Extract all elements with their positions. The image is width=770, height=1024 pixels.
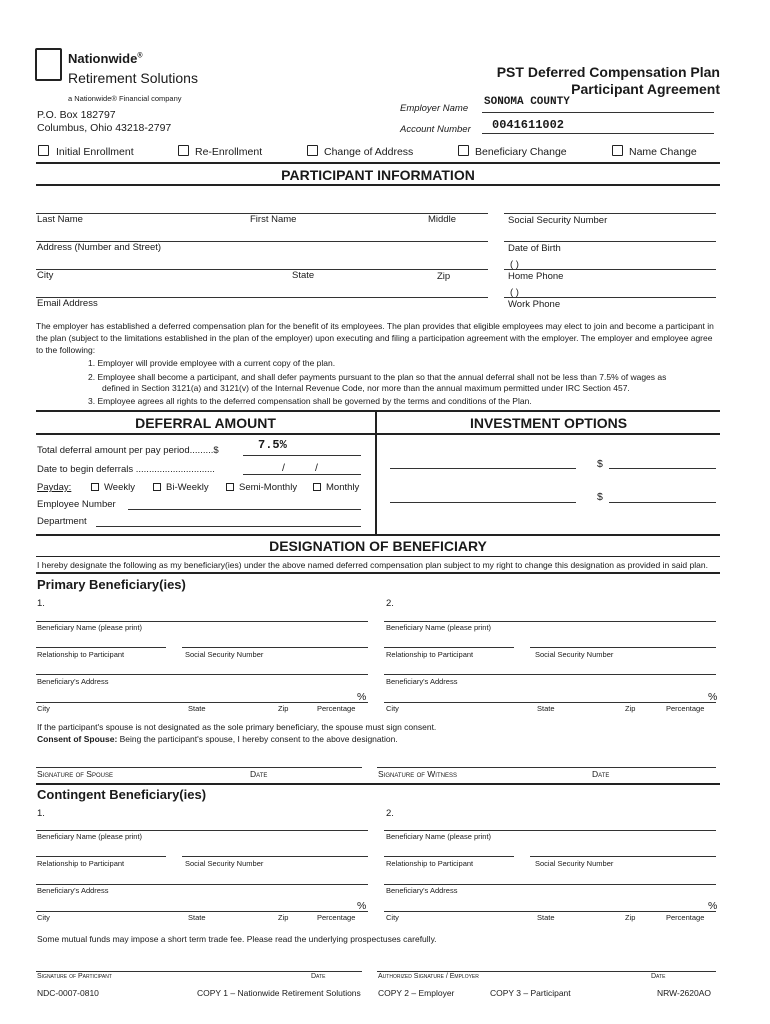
contingent-2-address-label: Beneficiary's Address	[386, 886, 458, 895]
primary-1-zip-label: Zip	[278, 704, 289, 713]
form-id: NDC-0007-0810	[37, 988, 99, 998]
initial-enrollment-checkbox[interactable]	[38, 145, 49, 156]
contingent-1-relationship-label: Relationship to Participant	[37, 859, 125, 868]
weekly-label: Weekly	[104, 482, 135, 493]
city-label: City	[37, 270, 54, 281]
employee-number-label: Employee Number	[37, 499, 116, 510]
contingent-1-percentage-label: Percentage	[317, 913, 356, 922]
work-phone-label: Work Phone	[508, 299, 561, 310]
signature-employer-label: Authorized Signature / Employer	[378, 973, 479, 980]
date-slash-2: /	[315, 462, 318, 474]
signature-spouse-label: Signature of Spouse	[37, 769, 113, 779]
home-phone-paren: ( )	[510, 259, 519, 270]
begin-date-label: Date to begin deferrals ..............................	[37, 464, 215, 475]
form-title-line2: Participant Agreement	[571, 81, 720, 97]
biweekly-label: Bi-Weekly	[166, 482, 209, 493]
ssn-label: Social Security Number	[508, 215, 608, 226]
primary-2-pct: %	[708, 691, 718, 703]
change-address-checkbox[interactable]	[307, 145, 318, 156]
company-tagline: a Nationwide® Financial company	[68, 94, 182, 103]
primary-1-pct: %	[357, 691, 367, 703]
consent-bold: Consent of Spouse:	[37, 734, 118, 744]
contingent-1-zip-label: Zip	[278, 913, 289, 922]
form-title	[440, 64, 720, 98]
agreement-item-3: 3. Employee agrees all rights to the deferred compensation shall be governed by the terms and conditions of the Plan.	[88, 396, 532, 406]
zip-label: Zip	[437, 271, 451, 282]
contingent-2-city-label: City	[386, 913, 399, 922]
signature-participant-label: Signature of Participant	[37, 973, 112, 980]
primary-2-relationship-label: Relationship to Participant	[386, 650, 474, 659]
consent-of-spouse	[37, 734, 398, 744]
department-label: Department	[37, 516, 87, 527]
account-number-label: Account Number	[400, 124, 471, 135]
form-title-line1: PST Deferred Compensation Plan	[496, 64, 720, 80]
payday-label: Payday:	[37, 482, 72, 493]
contingent-1-city-label: City	[37, 913, 50, 922]
beneficiary-change-label: Beneficiary Change	[475, 146, 567, 158]
company-division: Retirement Solutions	[68, 70, 198, 86]
agreement-item-2b: defined in Section 3121(a) and 3121(v) of the Internal Revenue Code, nor more than the annual maximum permitted under IRC Section 457.	[102, 383, 630, 393]
spouse-date-label: Date	[250, 769, 268, 779]
change-address-label: Change of Address	[324, 146, 414, 158]
account-number-value[interactable]: 0041611002	[492, 118, 565, 132]
primary-2-city-label: City	[386, 704, 399, 713]
last-name-label: Last Name	[37, 214, 83, 225]
copy-1-label: COPY 1 – Nationwide Retirement Solutions	[197, 988, 361, 998]
address-label: Address (Number and Street)	[37, 242, 162, 253]
middle-label: Middle	[428, 214, 456, 225]
contingent-1-name-label: Beneficiary Name (please print)	[37, 832, 143, 841]
primary-2-name-label: Beneficiary Name (please print)	[386, 623, 492, 632]
beneficiary-heading: DESIGNATION OF BENEFICIARY	[269, 538, 487, 554]
beneficiary-change-checkbox[interactable]	[458, 145, 469, 156]
contingent-heading: Contingent Beneficiary(ies)	[37, 787, 207, 802]
dob-label: Date of Birth	[508, 243, 561, 254]
contingent-2-zip-label: Zip	[625, 913, 636, 922]
monthly-checkbox[interactable]	[313, 483, 321, 491]
reg-mark: ®	[137, 52, 143, 60]
primary-1-ssn-label: Social Security Number	[185, 650, 264, 659]
agreement-item-2a: 2. Employee shall become a participant, and shall defer payments pursuant to the plan so that the annual deferral shall not be less than 7.5% of wages as	[88, 372, 667, 382]
work-phone-paren: ( )	[510, 287, 519, 298]
copy-2-label: COPY 2 – Employer	[378, 988, 455, 998]
spouse-note: If the participant's spouse is not designated as the sole primary beneficiary, the spouse must sign consent.	[37, 722, 437, 732]
employer-name-label: Employer Name	[400, 103, 469, 114]
signature-witness-label: Signature of Witness	[378, 769, 457, 779]
biweekly-checkbox[interactable]	[153, 483, 161, 491]
total-deferral-value[interactable]: 7.5%	[258, 438, 287, 452]
primary-1-address-label: Beneficiary's Address	[37, 677, 109, 686]
initial-enrollment-label: Initial Enrollment	[56, 146, 134, 158]
primary-1-name-label: Beneficiary Name (please print)	[37, 623, 143, 632]
semimonthly-checkbox[interactable]	[226, 483, 234, 491]
participant-info-heading: PARTICIPANT INFORMATION	[281, 167, 475, 183]
name-change-label: Name Change	[629, 146, 697, 158]
primary-1-city-label: City	[37, 704, 50, 713]
contingent-2-name-label: Beneficiary Name (please print)	[386, 832, 492, 841]
total-deferral-label: Total deferral amount per pay period.........$	[37, 445, 219, 456]
investment-dollar-2: $	[597, 491, 603, 503]
primary-1-relationship-label: Relationship to Participant	[37, 650, 125, 659]
company-address-1: P.O. Box 182797	[37, 109, 116, 121]
primary-2-zip-label: Zip	[625, 704, 636, 713]
agreement-item-1: 1. Employer will provide employee with a current copy of the plan.	[88, 358, 336, 368]
reenrollment-checkbox[interactable]	[178, 145, 189, 156]
contingent-2-state-label: State	[537, 913, 555, 922]
company-address-2: Columbus, Ohio 43218-2797	[37, 122, 172, 134]
primary-heading: Primary Beneficiary(ies)	[37, 577, 186, 592]
contingent-1-address-label: Beneficiary's Address	[37, 886, 109, 895]
monthly-label: Monthly	[326, 482, 360, 493]
employer-name-value[interactable]: SONOMA COUNTY	[484, 96, 570, 108]
contingent-2-percentage-label: Percentage	[666, 913, 705, 922]
primary-1-percentage-label: Percentage	[317, 704, 356, 713]
witness-date-label: Date	[592, 769, 610, 779]
investment-dollar-1: $	[597, 458, 603, 470]
date-slash-1: /	[282, 462, 285, 474]
contingent-1-ssn-label: Social Security Number	[185, 859, 264, 868]
primary-2-state-label: State	[537, 704, 555, 713]
state-label: State	[292, 270, 315, 281]
reenrollment-label: Re-Enrollment	[195, 146, 263, 158]
name-change-checkbox[interactable]	[612, 145, 623, 156]
contingent-2-relationship-label: Relationship to Participant	[386, 859, 474, 868]
nationwide-logo-icon	[35, 48, 62, 81]
primary-2-address-label: Beneficiary's Address	[386, 677, 458, 686]
form-code: NRW-2620AO	[657, 988, 712, 998]
primary-1-state-label: State	[188, 704, 206, 713]
contingent-2-number: 2.	[386, 808, 394, 819]
agreement-intro: The employer has established a deferred compensation plan for the benefit of its employees. The plan provides that eligible employees may elect to join and become a participant in the plan (subject to the limitations established in the plan of the employer) upon executing and filing a participation agreement with the employer. The employer and employee agree to the following:	[36, 321, 714, 355]
company-name: Nationwide®	[68, 51, 143, 66]
contingent-2-pct: %	[708, 900, 718, 912]
participant-date-label: Date	[311, 973, 326, 980]
beneficiary-statement: I hereby designate the following as my beneficiary(ies) under the above named deferred compensation plan subject to my right to change this designation as provided in said plan.	[37, 560, 708, 570]
copy-3-label: COPY 3 – Participant	[490, 988, 571, 998]
first-name-label: First Name	[250, 214, 297, 225]
semimonthly-label: Semi-Monthly	[239, 482, 298, 493]
weekly-checkbox[interactable]	[91, 483, 99, 491]
contingent-1-pct: %	[357, 900, 367, 912]
primary-2-number: 2.	[386, 598, 394, 609]
primary-2-percentage-label: Percentage	[666, 704, 705, 713]
primary-2-ssn-label: Social Security Number	[535, 650, 614, 659]
employer-date-label: Date	[651, 973, 666, 980]
consent-text: Being the participant's spouse, I hereby consent to the above designation.	[117, 734, 398, 744]
contingent-1-state-label: State	[188, 913, 206, 922]
primary-1-number: 1.	[37, 598, 45, 609]
contingent-1-number: 1.	[37, 808, 45, 819]
contingent-2-ssn-label: Social Security Number	[535, 859, 614, 868]
deferral-heading: DEFERRAL AMOUNT	[135, 415, 276, 431]
investment-heading: INVESTMENT OPTIONS	[469, 415, 628, 431]
home-phone-label: Home Phone	[508, 271, 564, 282]
email-label: Email Address	[37, 298, 98, 309]
fee-note: Some mutual funds may impose a short term trade fee. Please read the underlying prospectuses carefully.	[37, 934, 437, 944]
